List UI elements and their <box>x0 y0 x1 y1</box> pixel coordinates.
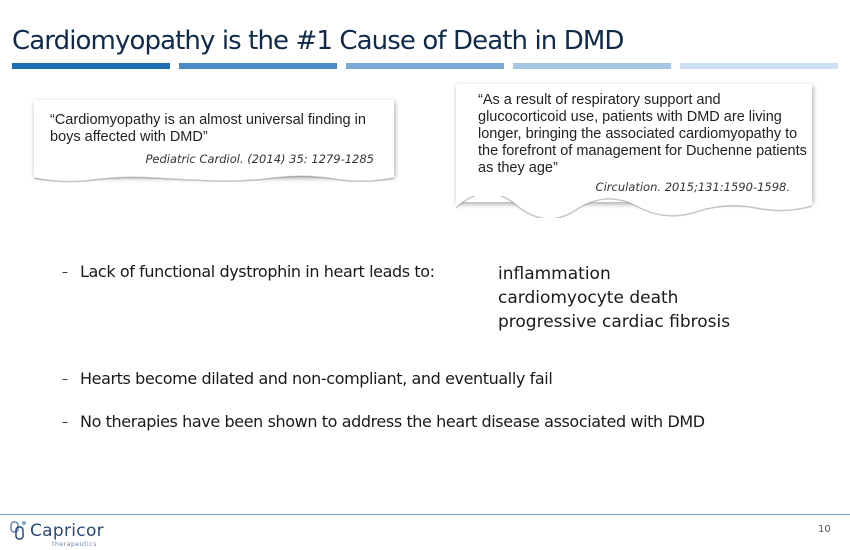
bullet-therapies <box>62 412 705 431</box>
quote-text: “As a result of respiratory support and glucocorticoid use, patients with DMD are living longer, bringing the associated cardiomyopathy to the forefront of management for Duchenne patients as they age” <box>478 92 807 176</box>
effects-list <box>498 262 730 334</box>
quote-text: “Cardiomyopathy is an almost universal finding in boys affected with DMD” <box>50 112 366 145</box>
title-stripe-4 <box>513 63 671 69</box>
effect-item: cardiomyocyte death <box>498 288 679 308</box>
bullet-dystrophin <box>62 262 435 281</box>
title-stripe-3 <box>346 63 504 69</box>
bullet-text: No therapies have been shown to address the heart disease associated with DMD <box>80 412 705 431</box>
bullet-dash: – <box>62 372 68 386</box>
footer-divider <box>0 514 850 515</box>
quote-citation: Circulation. 2015;131:1590-1598. <box>595 180 790 194</box>
bullet-hearts <box>62 369 552 388</box>
logo-tagline: therapeutics <box>52 541 97 548</box>
torn-edge <box>34 170 394 188</box>
torn-edge <box>456 196 812 218</box>
capricor-logo-icon <box>8 518 30 546</box>
page-number: 10 <box>818 524 831 535</box>
bullet-dash: – <box>62 415 68 429</box>
title-stripe-1 <box>12 63 170 69</box>
logo-name: Capricor <box>30 521 104 541</box>
effect-item: inflammation <box>498 264 611 284</box>
quote-card-circulation <box>456 84 812 202</box>
title-stripe-5 <box>680 63 838 69</box>
bullet-dash: – <box>62 265 68 279</box>
title-stripe-2 <box>179 63 337 69</box>
quote-citation: Pediatric Cardiol. (2014) 35: 1279-1285 <box>145 152 374 166</box>
quote-card-pediatric <box>34 100 394 176</box>
bullet-text: Lack of functional dystrophin in heart leads to: <box>80 262 435 281</box>
bullet-text: Hearts become dilated and non-compliant, and eventually fail <box>80 369 553 388</box>
slide-title: Cardiomyopathy is the #1 Cause of Death in DMD <box>12 26 624 56</box>
effect-item: progressive cardiac fibrosis <box>498 312 731 332</box>
